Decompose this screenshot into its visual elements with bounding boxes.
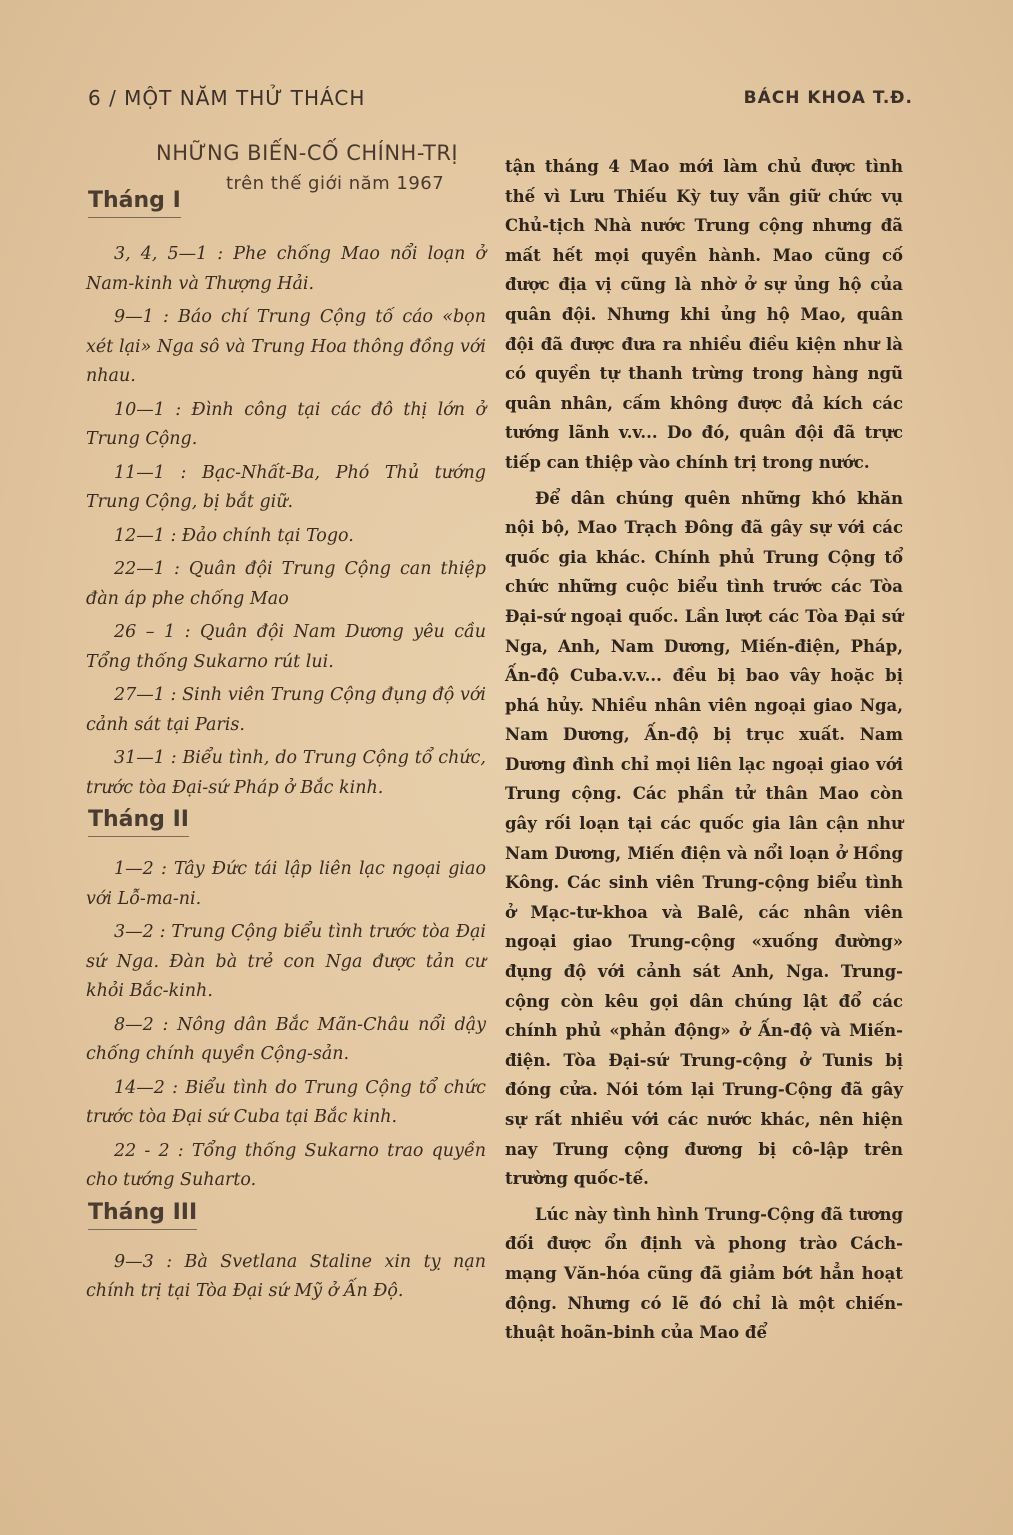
event-item: 9—3 : Bà Svetlana Staline xin tỵ nạn chính trị tại Tòa Đại sứ Mỹ ở Ấn Độ. xyxy=(86,1251,486,1301)
event-item: 8—2 : Nông dân Bắc Mãn-Châu nổi dậy chống chính quyền Cộng-sản. xyxy=(86,1014,486,1064)
right-column xyxy=(505,152,903,1354)
event-item: 3—2 : Trung Cộng biểu tình trước tòa Đại sứ Nga. Đàn bà trẻ con Nga được tản cư khỏi Bắc-kinh. xyxy=(86,922,486,1001)
event-item: 22—1 : Quân đội Trung Cộng can thiệp đàn áp phe chống Mao xyxy=(86,559,486,609)
event-item: 22 - 2 : Tổng thống Sukarno trao quyền cho tướng Suharto. xyxy=(86,1140,486,1190)
month-heading: Tháng II xyxy=(88,807,189,837)
event-item: 1—2 : Tây Đức tái lập liên lạc ngoại giao với Lỗ-ma-ni. xyxy=(86,859,486,909)
event-item: 31—1 : Biểu tình, do Trung Cộng tổ chức, trước tòa Đại-sứ Pháp ở Bắc kinh. xyxy=(86,748,486,798)
event-item: 11—1 : Bạc-Nhất-Ba, Phó Thủ tướng Trung Cộng, bị bắt giữ. xyxy=(86,462,486,512)
event-item: 12—1 : Đảo chính tại Togo. xyxy=(114,525,354,546)
month-block-2 xyxy=(82,807,486,1196)
event-item: 27—1 : Sinh viên Trung Cộng đụng độ với cảnh sát tại Paris. xyxy=(86,685,486,735)
body-paragraph: tận tháng 4 Mao mới làm chủ được tình thế vì Lưu Thiếu Kỳ tuy vẫn giữ chức vụ Chủ-tịch Nhà nước Trung cộng nhưng đã mất hết mọi quyền hành. Mao cũng cố được địa vị cũng là nhờ ở sự ủng hộ của quân đội. Nhưng khi ủng hộ Mao, quân đội đã được đưa ra nhiều điều kiện như là có quyền tự thanh trừng trong hàng ngũ quân nhân, cấm không được đả kích các tướng lãnh v.v... Do đó, quân đội đã trực tiếp can thiệp vào chính trị trong nước. xyxy=(505,157,903,472)
left-column xyxy=(82,140,486,1311)
event-item: 9—1 : Báo chí Trung Cộng tố cáo «bọn xét lại» Nga sô và Trung Hoa thông đồng với nhau. xyxy=(86,307,486,386)
event-item: 10—1 : Đình công tại các đô thị lớn ở Trung Cộng. xyxy=(86,399,486,449)
section-title: NHỮNG BIẾN-CỐ CHÍNH-TRỊ xyxy=(156,141,459,165)
page-header xyxy=(88,86,913,116)
header-page-title: 6 / MỘT NĂM THỬ THÁCH xyxy=(88,86,366,110)
event-item: 14—2 : Biểu tình do Trung Cộng tổ chức trước tòa Đại sứ Cuba tại Bắc kinh. xyxy=(86,1077,486,1127)
body-paragraph: Lúc này tình hình Trung-Cộng đã tương đối được ổn định và phong trào Cách-mạng Văn-hóa cũng đã giảm bớt hẳn hoạt động. Nhưng có lẽ đó chỉ là một chiến-thuật hoãn-binh của Mao để xyxy=(505,1204,903,1343)
month-block-3 xyxy=(82,1200,486,1307)
event-item: 26 – 1 : Quân đội Nam Dương yêu cầu Tổng thống Sukarno rút lui. xyxy=(86,622,486,672)
month-block-1 xyxy=(82,188,486,803)
month-heading: Tháng III xyxy=(88,1200,197,1230)
month-heading: Tháng I xyxy=(88,188,181,218)
header-magazine-name: BÁCH KHOA T.Đ. xyxy=(743,88,913,108)
body-paragraph: Để dân chúng quên những khó khăn nội bộ, Mao Trạch Đông đã gây sự với các quốc gia khác. Chính phủ Trung Cộng tổ chức những cuộc biểu tình trước các Tòa Đại-sứ ngoại quốc. Lần lượt các Tòa Đại sứ Nga, Anh, Nam Dương, Miến-điện, Pháp, Ấn-độ Cuba.v.v... đều bị bao vây hoặc bị phá hủy. Nhiều nhân viên ngoại giao Nga, Nam Dương, Ấn-độ bị trục xuất. Nam Dương đình chỉ mọi liên lạc ngoại giao với Trung cộng. Các phần tử thân Mao còn gây rối loạn tại các quốc gia lân cận như Nam Dương, Miến điện và nổi loạn ở Hồng Kông. Các sinh viên Trung-cộng biểu tình ở Mạc-tư-khoa và Balê, các nhân viên ngoại giao Trung-cộng «xuống đường» đụng độ với cảnh sát Anh, Nga. Trung-cộng còn kêu gọi dân chúng lật đổ các chính phủ «phản động» ở Ấn-độ và Miến-điện. Tòa Đại-sứ Trung-cộng ở Tunis bị đóng cửa. Nói tóm lại Trung-Cộng đã gây sự rất nhiều với các nước khác, nên hiện nay Trung cộng đương bị cô-lập trên trường quốc-tế. xyxy=(505,488,903,1189)
event-item: 3, 4, 5—1 : Phe chống Mao nổi loạn ở Nam-kinh và Thượng Hải. xyxy=(86,244,486,294)
section-subtitle: trên thế giới năm 1967 xyxy=(226,173,445,194)
